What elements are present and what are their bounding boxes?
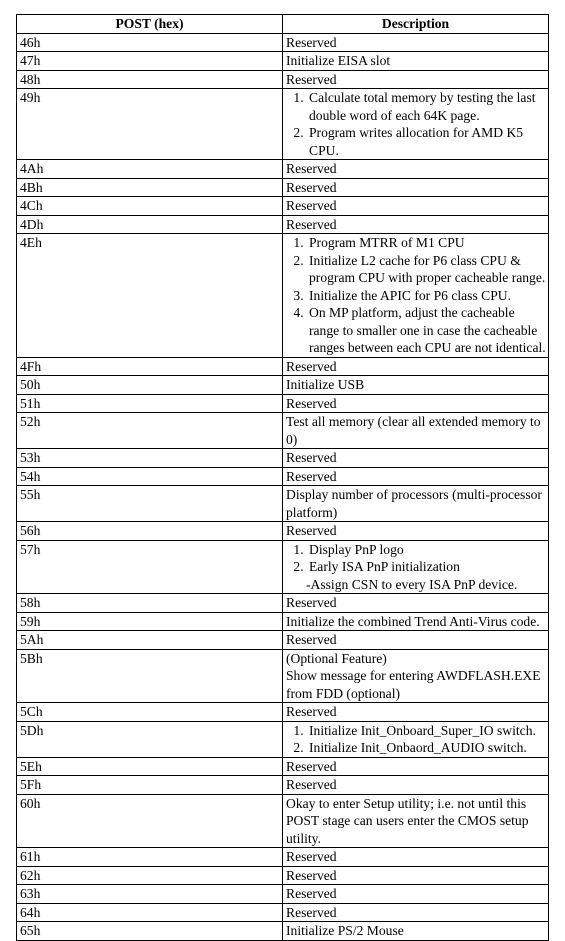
description-cell: Initialize USB — [283, 376, 549, 395]
post-code-cell: 5Bh — [17, 649, 283, 703]
description-cell: Initialize EISA slot — [283, 52, 549, 71]
description-cell: Reserved — [283, 776, 549, 795]
table-row — [17, 234, 549, 358]
description-cell: Reserved — [283, 631, 549, 650]
post-code-cell: 5Ah — [17, 631, 283, 650]
description-cell: Reserved — [283, 197, 549, 216]
table-row — [17, 413, 549, 449]
table-row — [17, 522, 549, 541]
step-item: 2. Program writes allocation for AMD K5 CPU. — [307, 124, 548, 159]
post-code-cell: 51h — [17, 394, 283, 413]
description-cell: Reserved — [283, 70, 549, 89]
description-cell: Reserved — [283, 848, 549, 867]
description-cell: Reserved — [283, 594, 549, 613]
table-row — [17, 721, 549, 757]
description-cell: Reserved — [283, 866, 549, 885]
table-row — [17, 467, 549, 486]
table-row — [17, 848, 549, 867]
description-cell: Display number of processors (multi-processor platform) — [283, 486, 549, 522]
description-cell: Initialize PS/2 Mouse — [283, 922, 549, 941]
step-item: 2. Initialize L2 cache for P6 class CPU & program CPU with proper cacheable range. — [307, 252, 548, 287]
post-code-cell: 63h — [17, 885, 283, 904]
table-row — [17, 449, 549, 468]
description-cell — [283, 89, 549, 160]
step-list — [286, 541, 548, 576]
table-row — [17, 540, 549, 594]
post-code-cell: 49h — [17, 89, 283, 160]
table-row — [17, 70, 549, 89]
step-item: 1. Calculate total memory by testing the last double word of each 64K page. — [307, 89, 548, 124]
post-code-cell: 4Fh — [17, 357, 283, 376]
description-cell — [283, 234, 549, 358]
description-cell — [283, 649, 549, 703]
post-code-cell: 65h — [17, 922, 283, 941]
post-hex-header: POST (hex) — [17, 15, 283, 34]
table-body — [17, 33, 549, 940]
step-item: 2. Initialize Init_Onbaord_AUDIO switch. — [307, 739, 548, 757]
post-code-cell: 5Dh — [17, 721, 283, 757]
step-item: 4. On MP platform, adjust the cacheable range to smaller one in case the cacheable ranges between each CPU are not identical. — [307, 304, 548, 357]
step-item: 3. Initialize the APIC for P6 class CPU. — [307, 287, 548, 305]
table-row — [17, 486, 549, 522]
description-line: (Optional Feature) — [286, 650, 387, 666]
description-cell: Reserved — [283, 357, 549, 376]
description-cell — [283, 540, 549, 594]
table-row — [17, 776, 549, 795]
post-code-cell: 53h — [17, 449, 283, 468]
description-cell: Test all memory (clear all extended memory to 0) — [283, 413, 549, 449]
table-row — [17, 160, 549, 179]
description-cell: Reserved — [283, 903, 549, 922]
table-row — [17, 866, 549, 885]
step-list — [286, 722, 548, 757]
post-code-cell: 4Ah — [17, 160, 283, 179]
table-row — [17, 376, 549, 395]
table-row — [17, 703, 549, 722]
step-item: 1. Display PnP logo — [307, 541, 548, 559]
description-cell: Reserved — [283, 33, 549, 52]
table-row — [17, 89, 549, 160]
step-list — [286, 89, 548, 159]
post-code-cell: 5Fh — [17, 776, 283, 795]
post-code-cell: 4Dh — [17, 215, 283, 234]
description-cell: Reserved — [283, 449, 549, 468]
table-row — [17, 903, 549, 922]
post-code-cell: 62h — [17, 866, 283, 885]
step-item: 1. Program MTRR of M1 CPU — [307, 234, 548, 252]
description-cell: Initialize the combined Trend Anti-Virus code. — [283, 612, 549, 631]
post-code-cell: 52h — [17, 413, 283, 449]
description-header: Description — [283, 15, 549, 34]
table-row — [17, 52, 549, 71]
post-code-cell: 59h — [17, 612, 283, 631]
post-code-cell: 47h — [17, 52, 283, 71]
table-row — [17, 594, 549, 613]
post-code-cell: 60h — [17, 794, 283, 848]
description-cell: Reserved — [283, 394, 549, 413]
table-row — [17, 885, 549, 904]
table-row — [17, 197, 549, 216]
post-code-cell: 54h — [17, 467, 283, 486]
table-row — [17, 612, 549, 631]
post-code-cell: 5Eh — [17, 757, 283, 776]
description-cell: Reserved — [283, 757, 549, 776]
table-row — [17, 649, 549, 703]
post-code-cell: 46h — [17, 33, 283, 52]
step-item: 1. Initialize Init_Onboard_Super_IO switch. — [307, 722, 548, 740]
post-code-cell: 64h — [17, 903, 283, 922]
step-item: 2. Early ISA PnP initialization — [307, 558, 548, 576]
description-cell: Reserved — [283, 703, 549, 722]
table-row — [17, 178, 549, 197]
table-row — [17, 357, 549, 376]
description-line: Show message for entering AWDFLASH.EXE from FDD (optional) — [286, 668, 541, 701]
post-code-cell: 4Ch — [17, 197, 283, 216]
description-cell: Reserved — [283, 178, 549, 197]
table-row — [17, 922, 549, 941]
post-code-cell: 58h — [17, 594, 283, 613]
post-code-cell: 61h — [17, 848, 283, 867]
description-cell: Reserved — [283, 522, 549, 541]
description-cell — [283, 721, 549, 757]
post-code-cell: 55h — [17, 486, 283, 522]
post-code-cell: 57h — [17, 540, 283, 594]
description-cell: Reserved — [283, 467, 549, 486]
description-cell: Okay to enter Setup utility; i.e. not until this POST stage can users enter the CMOS setup utility. — [283, 794, 549, 848]
post-code-cell: 4Eh — [17, 234, 283, 358]
table-header-row — [17, 15, 549, 34]
table-row — [17, 33, 549, 52]
step-list — [286, 234, 548, 357]
table-row — [17, 394, 549, 413]
description-cell: Reserved — [283, 215, 549, 234]
post-code-cell: 48h — [17, 70, 283, 89]
table-row — [17, 794, 549, 848]
table-row — [17, 215, 549, 234]
description-cell: Reserved — [283, 160, 549, 179]
post-code-table — [16, 14, 549, 941]
post-code-cell: 56h — [17, 522, 283, 541]
description-cell: Reserved — [283, 885, 549, 904]
post-code-cell: 4Bh — [17, 178, 283, 197]
post-code-cell: 5Ch — [17, 703, 283, 722]
table-row — [17, 757, 549, 776]
sub-step-note: -Assign CSN to every ISA PnP device. — [306, 576, 518, 592]
table-row — [17, 631, 549, 650]
post-code-cell: 50h — [17, 376, 283, 395]
